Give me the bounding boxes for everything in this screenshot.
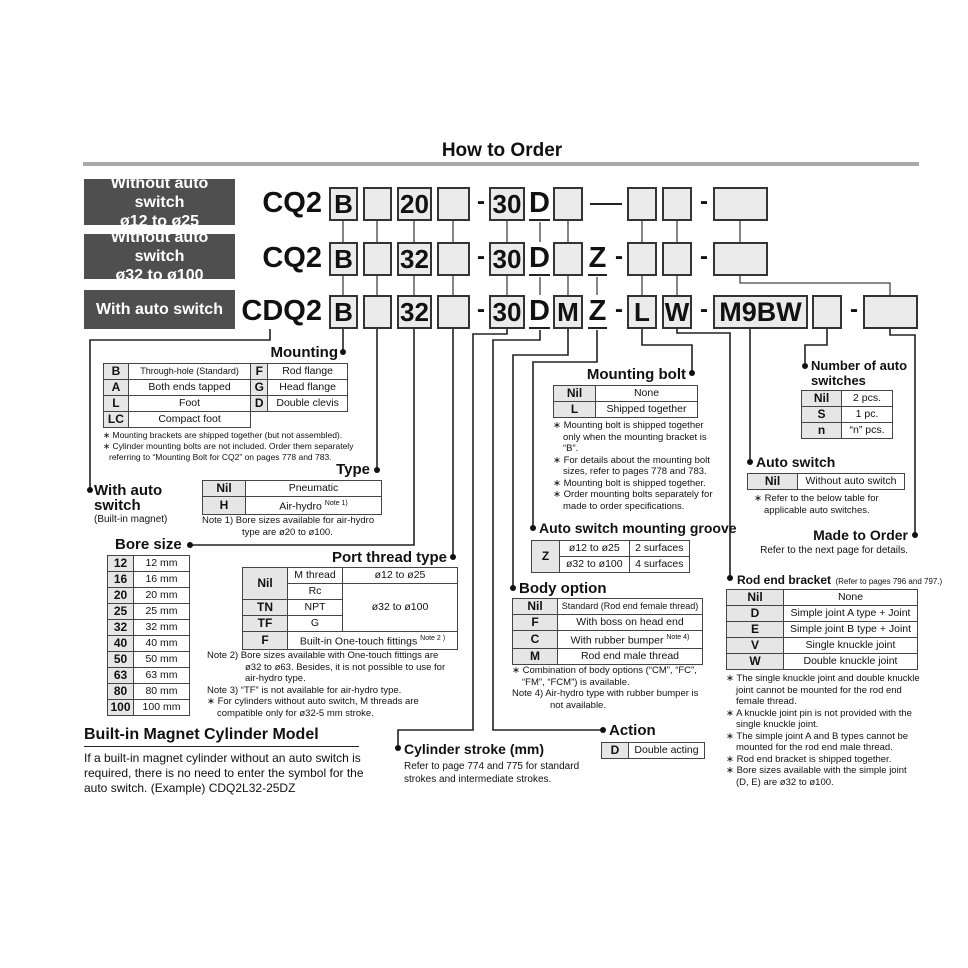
separator-dash: - xyxy=(700,188,708,215)
desc: Simple joint A type + Joint xyxy=(784,606,918,622)
desc: Foot xyxy=(128,396,250,412)
desc: 2 surfaces xyxy=(629,541,689,557)
desc: 12 mm xyxy=(134,556,190,572)
page-title: How to Order xyxy=(441,140,563,161)
desc: Double clevis xyxy=(268,396,348,412)
groove-table xyxy=(531,540,690,573)
body-heading: Body option xyxy=(519,580,607,597)
code: 80 xyxy=(108,684,134,700)
desc: Shipped together xyxy=(596,402,698,418)
desc: Both ends tapped xyxy=(128,380,250,396)
desc: Simple joint B type + Joint xyxy=(784,622,918,638)
code: 20 xyxy=(108,588,134,604)
code: W xyxy=(727,654,784,670)
desc: Rc xyxy=(288,584,343,600)
note: ∗ Combination of body options (“CM”, “FC”, “FM”, “FCM”) is available. xyxy=(512,665,697,688)
note: ∗ For details about the mounting bolt sizes, refer to pages 778 and 783. xyxy=(553,454,710,477)
desc: Without auto switch xyxy=(798,474,905,490)
rod-heading-wrap xyxy=(737,571,942,589)
desc: 63 mm xyxy=(134,668,190,684)
table-row xyxy=(108,668,190,684)
body-option-box: M xyxy=(553,295,583,329)
desc: None xyxy=(784,590,918,606)
note: ∗ The simple joint A and B types cannot be mounted for the rod end male thread. xyxy=(726,730,909,753)
mounting-heading: Mounting xyxy=(270,344,338,361)
mounting-code-box: B xyxy=(329,295,358,329)
mounting-bolt-box: L xyxy=(627,295,657,329)
code: B xyxy=(104,364,129,380)
note-ref: Note 4) xyxy=(666,634,690,641)
stroke-box: 30 xyxy=(489,187,525,221)
code: n xyxy=(802,423,842,439)
desc: 2 pcs. xyxy=(842,391,893,407)
label-text: Without auto switch xyxy=(110,229,209,265)
code: A xyxy=(104,380,129,396)
action-code: D xyxy=(529,295,550,327)
mto-heading: Made to Order xyxy=(813,527,908,543)
note: ∗ Cylinder mounting bolts are not included. Order them separately referring to “Mounting Bolt for CQ2” on pages 778 and 783. xyxy=(103,441,354,462)
note: ∗ The single knuckle joint and double knuckle joint cannot be mounted for the rod end female thread. xyxy=(726,673,920,707)
label-range: ø32 to ø100 xyxy=(115,267,204,284)
made-to-order-box xyxy=(713,187,768,221)
code: Z xyxy=(532,541,560,573)
mounting-bolt-box xyxy=(627,187,657,221)
table-row xyxy=(108,588,190,604)
note: ∗ Order mounting bolts separately for made to order specifications. xyxy=(553,489,713,512)
code: 63 xyxy=(108,668,134,684)
code: Nil xyxy=(802,391,842,407)
port-table xyxy=(242,567,458,650)
code: 32 xyxy=(108,620,134,636)
groove-heading: Auto switch mounting groove xyxy=(539,520,737,536)
mounting-option-box xyxy=(363,242,392,276)
empty xyxy=(251,412,268,428)
number-table xyxy=(801,390,893,439)
code: Nil xyxy=(554,386,596,402)
with-auto-switch-sub: (Built-in magnet) xyxy=(94,514,168,525)
row-label-with-auto xyxy=(84,290,235,329)
note: ∗ A knuckle joint pin is not provided with the single knuckle joint. xyxy=(726,707,912,730)
auto-switch-box: M9BW xyxy=(713,295,808,329)
range: ø32 to ø100 xyxy=(560,557,630,573)
magnet-heading: Built-in Magnet Cylinder Model xyxy=(84,726,359,747)
desc: Single knuckle joint xyxy=(784,638,918,654)
code: S xyxy=(802,407,842,423)
number-heading: Number of auto switches xyxy=(811,358,908,388)
table-row xyxy=(108,684,190,700)
desc: 40 mm xyxy=(134,636,190,652)
code: F xyxy=(243,632,288,650)
bore-table xyxy=(107,555,190,716)
code: D xyxy=(251,396,268,412)
model-prefix: CDQ2 xyxy=(241,295,322,327)
note: ∗ Mounting bolt is shipped together only when the mounting bracket is “B”. xyxy=(553,420,707,454)
groove-code: Z xyxy=(588,242,607,274)
table-row xyxy=(108,572,190,588)
port-thread-box xyxy=(437,295,470,329)
desc: Compact foot xyxy=(128,412,250,428)
code: 12 xyxy=(108,556,134,572)
made-to-order-box xyxy=(713,242,768,276)
table-row xyxy=(727,590,918,606)
code: LC xyxy=(104,412,129,428)
bolt-notes xyxy=(553,420,721,512)
rod-notes xyxy=(726,673,921,788)
mounting-table xyxy=(103,363,348,428)
action-code: D xyxy=(529,242,550,274)
mounting-notes xyxy=(103,430,378,463)
port-thread-box xyxy=(437,187,470,221)
desc: With rubber bumper xyxy=(570,634,664,647)
label-text: With auto switch xyxy=(96,301,223,318)
code: Nil xyxy=(513,599,558,615)
separator-dash: - xyxy=(700,243,708,270)
row-label-without-auto-large xyxy=(84,229,235,284)
desc: 80 mm xyxy=(134,684,190,700)
mounting-bolt-box xyxy=(627,242,657,276)
desc: 25 mm xyxy=(134,604,190,620)
note: ∗ Bore sizes available with the simple joint (D, E) are ø32 to ø100. xyxy=(726,765,907,788)
code: C xyxy=(513,631,558,649)
note: ∗ Rod end bracket is shipped together. xyxy=(726,753,892,765)
rod-end-box: W xyxy=(662,295,692,329)
desc: M thread xyxy=(288,568,343,584)
code: V xyxy=(727,638,784,654)
table-row xyxy=(727,622,918,638)
code: D xyxy=(602,743,629,759)
mto-text: Refer to the next page for details. xyxy=(760,545,908,556)
separator-dash: - xyxy=(615,243,623,270)
stroke-box: 30 xyxy=(489,242,525,276)
type-note: Note 1) Bore sizes available for air-hydro type are ø20 to ø100. xyxy=(202,515,375,538)
desc: Double acting xyxy=(629,743,705,759)
rod-end-box xyxy=(662,187,692,221)
code: TN xyxy=(243,600,288,616)
rod-heading: Rod end bracket xyxy=(737,573,832,587)
table-row xyxy=(108,604,190,620)
rod-end-box xyxy=(662,242,692,276)
desc: Air-hydro xyxy=(279,500,322,513)
separator-dash: - xyxy=(477,188,485,215)
note-ref: Note 2 ) xyxy=(420,635,446,642)
port-thread-box xyxy=(437,242,470,276)
groove-code: Z xyxy=(588,295,607,327)
code: E xyxy=(727,622,784,638)
mounting-code-box: B xyxy=(329,242,358,276)
bore-size-box: 32 xyxy=(397,242,432,276)
table-row xyxy=(108,620,190,636)
model-prefix: CQ2 xyxy=(262,187,322,219)
note-ref: Note 1) xyxy=(324,500,348,507)
made-to-order-box xyxy=(863,295,918,329)
desc: Built-in One-touch fittings xyxy=(299,635,418,648)
stroke-box: 30 xyxy=(489,295,525,329)
desc: Standard (Rod end female thread) xyxy=(558,599,703,615)
note: ∗ Mounting brackets are shipped together (but not assembled). xyxy=(103,430,343,440)
desc: 20 mm xyxy=(134,588,190,604)
code: F xyxy=(513,615,558,631)
stroke-heading: Cylinder stroke (mm) xyxy=(404,741,545,757)
body-notes xyxy=(512,665,712,711)
code: H xyxy=(203,497,246,515)
mounting-option-box xyxy=(363,295,392,329)
magnet-text: If a built-in magnet cylinder without an auto switch is required, there is no need to enter the symbol for the auto switch. (Example) CDQ2L32-25DZ xyxy=(84,751,364,795)
table-row xyxy=(727,654,918,670)
separator-dash: - xyxy=(477,243,485,270)
mounting-option-box xyxy=(363,187,392,221)
action-heading: Action xyxy=(609,722,656,739)
empty xyxy=(268,412,348,428)
code: Nil xyxy=(748,474,798,490)
note: ∗ Mounting bolt is shipped together. xyxy=(553,477,706,489)
code: F xyxy=(251,364,268,380)
body-table xyxy=(512,598,703,665)
bolt-heading: Mounting bolt xyxy=(586,366,686,383)
table-row xyxy=(727,638,918,654)
model-prefix: CQ2 xyxy=(262,242,322,274)
autosw-table xyxy=(747,473,905,490)
separator-dash: - xyxy=(850,296,858,323)
body-option-box xyxy=(553,187,583,221)
desc: 16 mm xyxy=(134,572,190,588)
code: M xyxy=(513,648,558,664)
desc: 50 mm xyxy=(134,652,190,668)
separator-dash: - xyxy=(615,296,623,323)
action-table xyxy=(601,742,705,759)
port-heading: Port thread type xyxy=(331,549,447,566)
type-heading: Type xyxy=(336,461,370,478)
code: G xyxy=(251,380,268,396)
bore-size-box: 20 xyxy=(397,187,432,221)
note: ∗ Refer to the below table for applicable auto switches. xyxy=(754,493,879,516)
bore-size-box: 32 xyxy=(397,295,432,329)
desc: Double knuckle joint xyxy=(784,654,918,670)
note: Note 2) Bore sizes available with One-touch fittings are ø32 to ø63. Besides, it is not possible to use for air-hydro type. xyxy=(207,650,446,684)
desc: 4 surfaces xyxy=(629,557,689,573)
code: 16 xyxy=(108,572,134,588)
label-range: ø12 to ø25 xyxy=(119,212,200,230)
table-row xyxy=(108,636,190,652)
desc: NPT xyxy=(288,600,343,616)
type-table xyxy=(202,480,382,515)
code: 25 xyxy=(108,604,134,620)
range: ø12 to ø25 xyxy=(560,541,630,557)
bore-heading: Bore size xyxy=(115,536,182,553)
mounting-code-box: B xyxy=(329,187,358,221)
long-dash xyxy=(590,203,622,205)
code: Nil xyxy=(727,590,784,606)
desc: Rod end male thread xyxy=(558,648,703,664)
action-code: D xyxy=(529,187,550,219)
desc: None xyxy=(596,386,698,402)
note: Note 4) Air-hydro type with rubber bumper is not available. xyxy=(512,688,699,711)
row-label-without-auto-small xyxy=(84,174,235,230)
desc: Head flange xyxy=(268,380,348,396)
desc: 1 pc. xyxy=(842,407,893,423)
desc: With boss on head end xyxy=(558,615,703,631)
label-text: Without auto switch xyxy=(110,174,209,211)
note: ∗ For cylinders without auto switch, M threads are compatible only for ø32-5 mm stroke. xyxy=(207,696,419,719)
range: ø12 to ø25 xyxy=(343,568,458,584)
code: Nil xyxy=(203,481,246,497)
desc: 100 mm xyxy=(134,700,190,716)
code: L xyxy=(104,396,129,412)
separator-dash: - xyxy=(477,296,485,323)
separator-dash: - xyxy=(700,296,708,323)
stroke-text: Refer to page 774 and 775 for standard strokes and intermediate strokes. xyxy=(404,761,580,785)
table-row xyxy=(108,652,190,668)
range: ø32 to ø100 xyxy=(343,584,458,632)
desc: Rod flange xyxy=(268,364,348,380)
code: 100 xyxy=(108,700,134,716)
desc: G xyxy=(288,616,343,632)
bolt-table xyxy=(553,385,698,418)
desc: “n” pcs. xyxy=(842,423,893,439)
desc: 32 mm xyxy=(134,620,190,636)
autosw-notes xyxy=(754,493,904,516)
note: Note 3) “TF” is not available for air-hydro type. xyxy=(207,684,402,696)
code: 40 xyxy=(108,636,134,652)
code: D xyxy=(727,606,784,622)
desc: Through-hole (Standard) xyxy=(128,364,250,380)
table-row xyxy=(727,606,918,622)
rod-ref: (Refer to pages 796 and 797.) xyxy=(835,577,943,586)
rod-table xyxy=(726,589,918,670)
switch-count-box xyxy=(812,295,842,329)
with-auto-switch-heading: With auto switch xyxy=(94,482,163,514)
table-row xyxy=(108,700,190,716)
code: L xyxy=(554,402,596,418)
table-row xyxy=(108,556,190,572)
code: TF xyxy=(243,616,288,632)
desc: Pneumatic xyxy=(246,481,382,497)
autosw-heading: Auto switch xyxy=(756,454,836,470)
code: 50 xyxy=(108,652,134,668)
port-notes xyxy=(207,650,457,719)
code: Nil xyxy=(243,568,288,600)
body-option-box xyxy=(553,242,583,276)
